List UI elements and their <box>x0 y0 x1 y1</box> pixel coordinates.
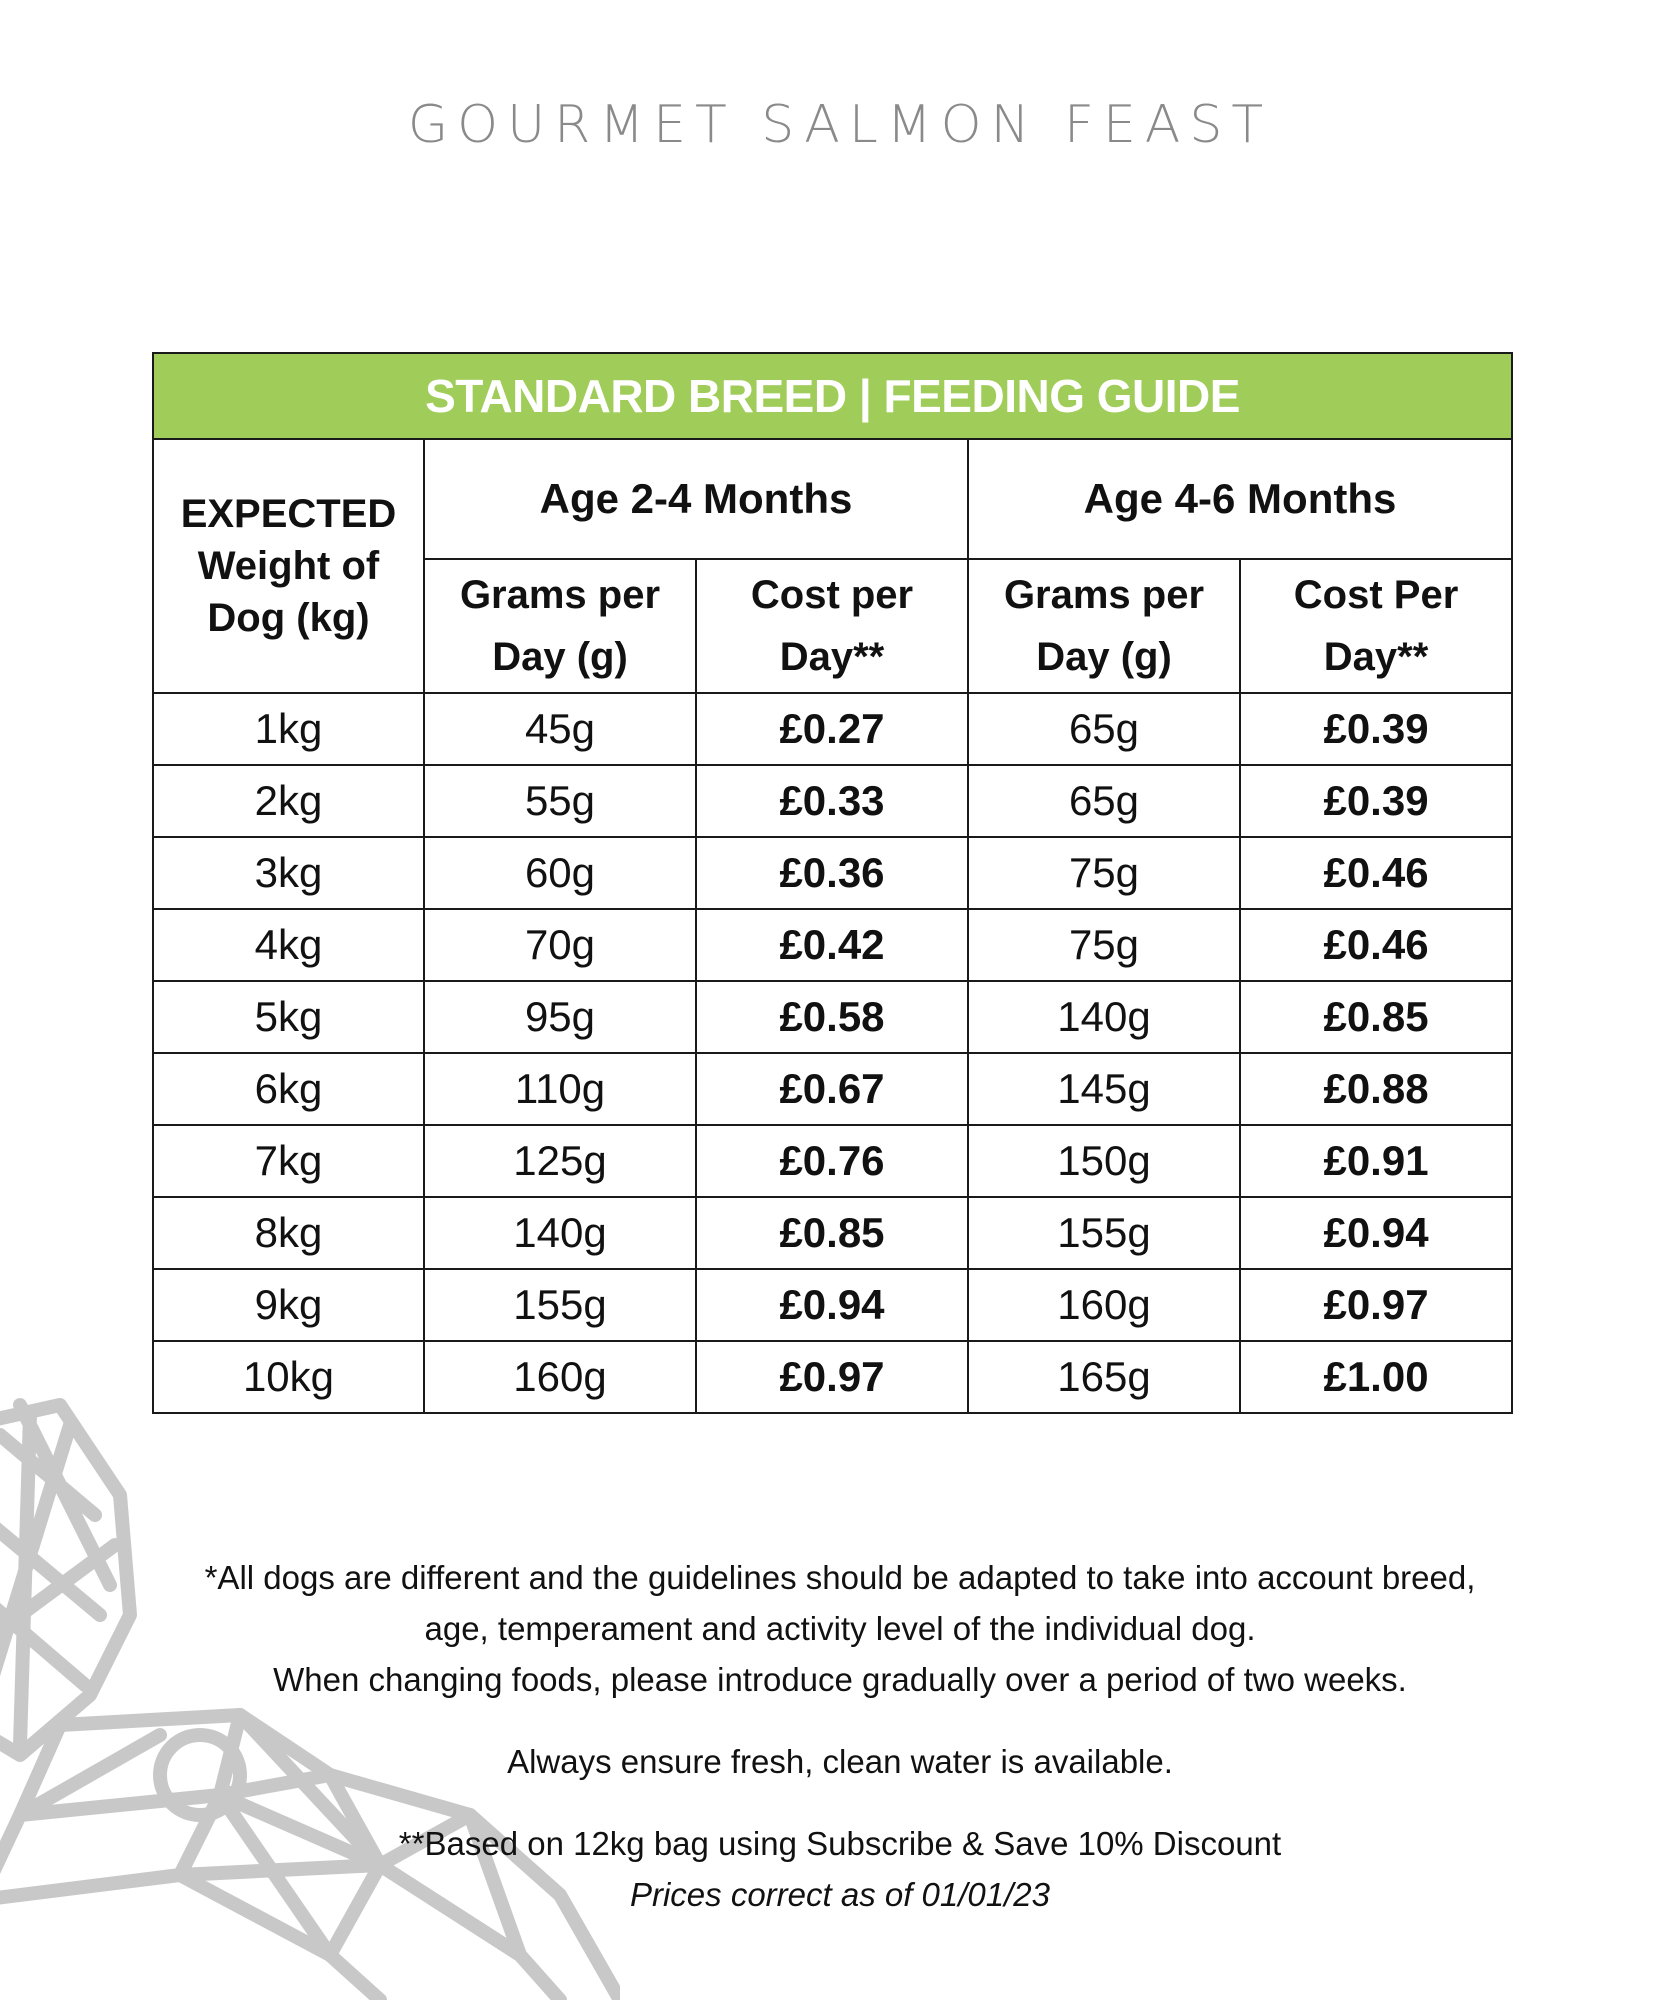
weight-cell: 3kg <box>153 837 424 909</box>
disclaimer-line: age, temperament and activity level of the individual dog. <box>424 1610 1256 1647</box>
header-line: Day (g) <box>492 635 628 679</box>
age-group-header: Age 4-6 Months <box>968 439 1512 559</box>
grams-cell: 75g <box>968 837 1240 909</box>
grams-cell: 155g <box>424 1269 696 1341</box>
grams-cell: 65g <box>968 765 1240 837</box>
cost-cell: £0.97 <box>1240 1269 1512 1341</box>
cost-cell: £0.39 <box>1240 693 1512 765</box>
cost-cell: £0.88 <box>1240 1053 1512 1125</box>
weight-cell: 10kg <box>153 1341 424 1413</box>
weight-header-line: Dog (kg) <box>207 596 370 640</box>
weight-cell: 6kg <box>153 1053 424 1125</box>
grams-cell: 75g <box>968 909 1240 981</box>
grams-cell: 165g <box>968 1341 1240 1413</box>
cost-cell: £0.67 <box>696 1053 968 1125</box>
group-header-row <box>153 439 1512 559</box>
grams-cell: 95g <box>424 981 696 1053</box>
disclaimer-note <box>0 1552 1680 1705</box>
table-row <box>153 1341 1512 1413</box>
cost-cell: £0.42 <box>696 909 968 981</box>
cost-cell: £0.85 <box>696 1197 968 1269</box>
weight-header-line: Weight of <box>197 544 380 588</box>
table-banner-row <box>153 353 1512 439</box>
grams-cell: 110g <box>424 1053 696 1125</box>
cost-cell: £0.46 <box>1240 837 1512 909</box>
weight-header-line: EXPECTED <box>180 492 397 536</box>
feeding-guide-table <box>152 352 1513 1414</box>
age-group-header: Age 2-4 Months <box>424 439 968 559</box>
disclaimer-line: *All dogs are different and the guidelines should be adapted to take into account breed, <box>204 1559 1476 1596</box>
cost-cell: £0.58 <box>696 981 968 1053</box>
grams-cell: 160g <box>968 1269 1240 1341</box>
weight-cell: 8kg <box>153 1197 424 1269</box>
header-line: Grams per <box>459 573 661 617</box>
page-title: GOURMET SALMON FEAST <box>407 95 1273 155</box>
prices-date: Prices correct as of 01/01/23 <box>629 1876 1051 1913</box>
grams-cell: 160g <box>424 1341 696 1413</box>
table-row <box>153 1197 1512 1269</box>
cost-cell: £0.36 <box>696 837 968 909</box>
weight-cell: 7kg <box>153 1125 424 1197</box>
grams-cell: 45g <box>424 693 696 765</box>
cost-cell: £0.97 <box>696 1341 968 1413</box>
cost-cell: £0.94 <box>1240 1197 1512 1269</box>
cost-cell: £0.91 <box>1240 1125 1512 1197</box>
grams-column-header <box>968 559 1240 693</box>
grams-cell: 65g <box>968 693 1240 765</box>
table-row <box>153 837 1512 909</box>
cost-cell: £0.46 <box>1240 909 1512 981</box>
grams-cell: 150g <box>968 1125 1240 1197</box>
grams-cell: 145g <box>968 1053 1240 1125</box>
header-line: Day (g) <box>1036 635 1172 679</box>
header-line: Cost Per <box>1293 573 1459 617</box>
cost-cell: £0.33 <box>696 765 968 837</box>
cost-cell: £0.76 <box>696 1125 968 1197</box>
cost-cell: £1.00 <box>1240 1341 1512 1413</box>
grams-cell: 55g <box>424 765 696 837</box>
table-row <box>153 693 1512 765</box>
pricing-basis: **Based on 12kg bag using Subscribe & Save 10% Discount <box>398 1825 1282 1862</box>
table-row <box>153 909 1512 981</box>
header-line: Cost per <box>750 573 914 617</box>
header-line: Day** <box>1323 635 1429 679</box>
grams-cell: 140g <box>424 1197 696 1269</box>
grams-cell: 125g <box>424 1125 696 1197</box>
cost-cell: £0.39 <box>1240 765 1512 837</box>
table-row <box>153 981 1512 1053</box>
grams-cell: 60g <box>424 837 696 909</box>
table-row <box>153 1053 1512 1125</box>
grams-cell: 70g <box>424 909 696 981</box>
weight-cell: 1kg <box>153 693 424 765</box>
table-row <box>153 765 1512 837</box>
weight-cell: 4kg <box>153 909 424 981</box>
table-banner: STANDARD BREED | FEEDING GUIDE <box>153 353 1512 439</box>
weight-cell: 5kg <box>153 981 424 1053</box>
table-row <box>153 1125 1512 1197</box>
header-line: Grams per <box>1003 573 1205 617</box>
weight-column-header <box>153 439 424 693</box>
weight-cell: 9kg <box>153 1269 424 1341</box>
grams-cell: 140g <box>968 981 1240 1053</box>
cost-cell: £0.94 <box>696 1269 968 1341</box>
pricing-note <box>0 1818 1680 1920</box>
water-note: Always ensure fresh, clean water is available. <box>507 1743 1173 1780</box>
cost-column-header <box>696 559 968 693</box>
grams-cell: 155g <box>968 1197 1240 1269</box>
cost-cell: £0.27 <box>696 693 968 765</box>
table-row <box>153 1269 1512 1341</box>
cost-cell: £0.85 <box>1240 981 1512 1053</box>
cost-column-header <box>1240 559 1512 693</box>
header-line: Day** <box>779 635 885 679</box>
weight-cell: 2kg <box>153 765 424 837</box>
grams-column-header <box>424 559 696 693</box>
disclaimer-line: When changing foods, please introduce gradually over a period of two weeks. <box>273 1661 1407 1698</box>
